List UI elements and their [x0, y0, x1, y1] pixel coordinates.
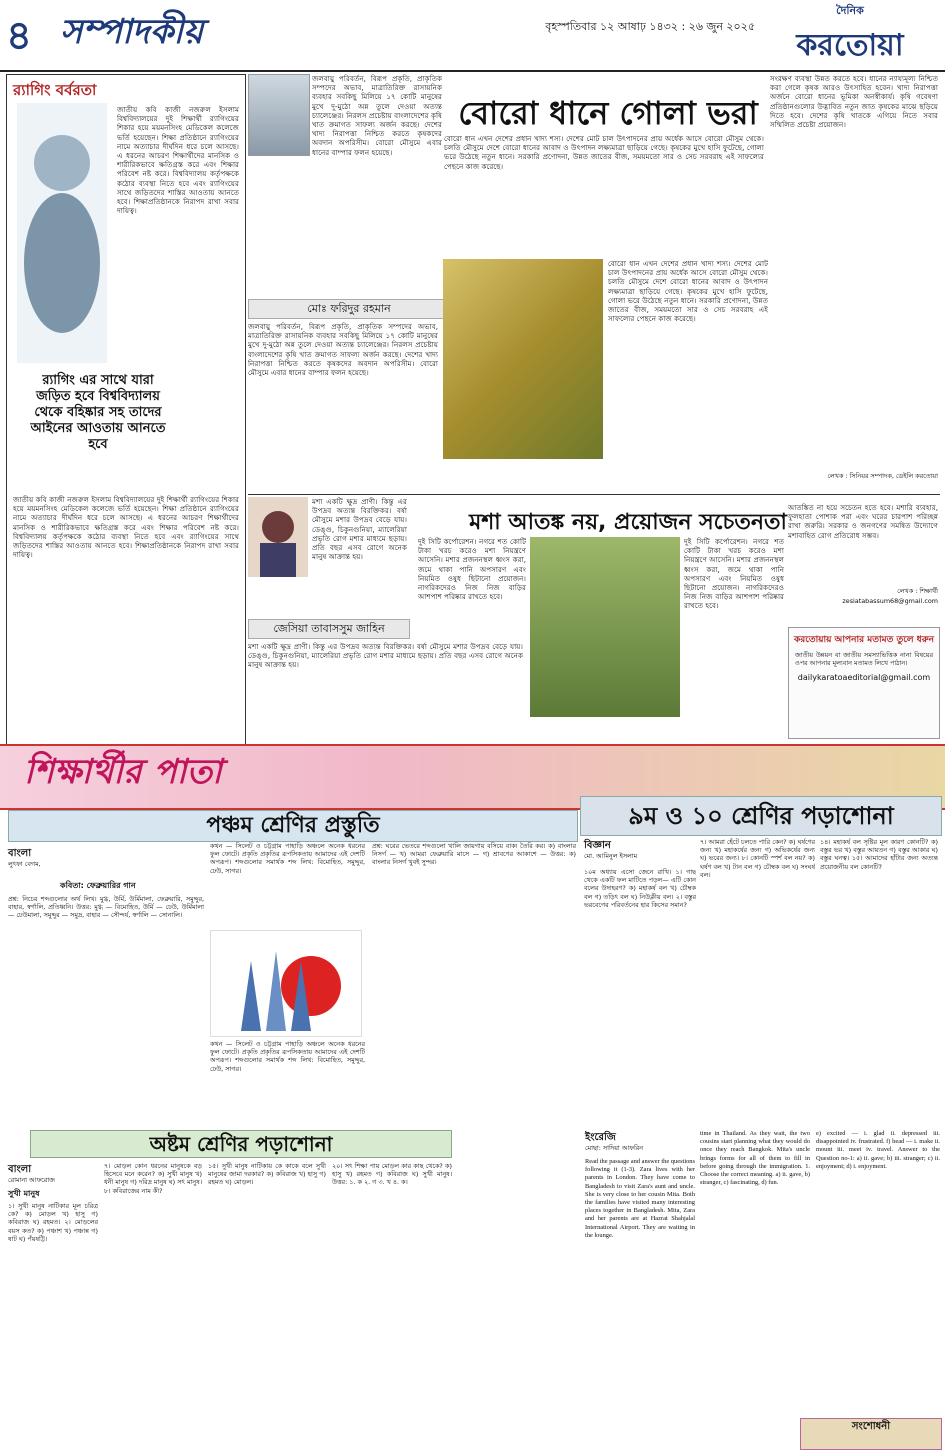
correction-title: সংশোধনী	[851, 1421, 891, 1432]
page-number: ৪	[6, 13, 32, 59]
english-col-1: Read the passage and answer the questions following it (1-3). Zara lives with her parents in London. They have come to Bangladesh to visit Zara's aunt and uncle. She is very close to her cousin Mita. Both the families have visited many interesting places together in Bangladesh. Mita, Zara and her parents are at Hazrat Shahjalal International Airport. They are waiting in the lounge.	[585, 1158, 695, 1239]
promo-email[interactable]: dailykaratoaeditorial@gmail.com	[797, 673, 931, 683]
class5-subject: বাংলা	[8, 848, 32, 859]
logo-text: করতোয়া	[796, 28, 904, 63]
class9-col-1: ১০ম অধ্যায় এসো জেনে রাখি। ১। গাছ থেকে একটি ফল মাটিতে পড়ল— এটি কোন বলের উদাহরণ? ক) মহাকর্ষ বল খ) চৌম্বক বল গ) তড়িৎ বল ঘ) নিউক্লীয় বল। ২। বস্তুর ভরবেগের পরিবর্তনের হার কিসের সমান?	[584, 868, 696, 909]
editorial-boro-rice	[248, 74, 940, 495]
mosquito-headline: মশা আতঙ্ক নয়, প্রয়োজন সচেতনতা	[469, 510, 787, 535]
class5-teacher: লুৎফা বেগম,	[8, 860, 41, 868]
author-photo-2	[248, 497, 308, 577]
class8-band	[30, 1130, 452, 1158]
logo-sub: দৈনিক	[836, 4, 864, 17]
rice-photo	[443, 259, 603, 459]
mosquito-col-2: দুই সিটি কর্পোরেশন। নগরে শত কোটি টাকা খরচ করেও মশা নিয়ন্ত্রণে আসেনি। মশার প্রজননস্থল ধ্বংস করা, জমে থাকা পানি অপসারণ এবং নিয়মিত ওষুধ ছিটানো প্রয়োজন। নাগরিকদেরও নিজ নিজ বাড়ির আশপাশ পরিষ্কার রাখতে হবে।	[418, 537, 526, 602]
mosquito-col-1: মশা একটি ক্ষুদ্র প্রাণী। কিন্তু এর উপদ্রব অত্যন্ত বিরক্তিকর। বর্ষা মৌসুমে মশার উপদ্রব বেড়ে যায়। ডেঙ্গু, চিকুনগুনিয়া, ম্যালেরিয়া প্রভৃতি রোগ মশার মাধ্যমে ছড়ায়। প্রতি বছর এসব রোগে অনেক মানুষ আক্রান্ত হয়।	[312, 497, 407, 562]
promo-title: করতোয়ায় আপনার মতামত তুলে ধরুন	[793, 635, 935, 645]
class8-col-1: ১। সুখী মানুষ নাটিকার মূল চরিত্র কে? ক) মোড়ল খ) হাসু গ) কবিরাজ ঘ) রহমত। ২। মোড়লের বয়স কত? ক) পঞ্চাশ খ) পঞ্চান্ন গ) ষাট ঘ) পঁয়ষট্টি।	[8, 1202, 98, 1243]
mosquito-col-3: আতঙ্কিত না হয়ে সচেতন হতে হবে। মশারি ব্যবহার, ফুলহাতা পোশাক পরা এবং ঘরের চারপাশ পরিচ্ছন্ন রাখা জরুরি। সরকার ও জনগণের সমন্বিত উদ্যোগে মশাবাহিত রোগ প্রতিরোধ সম্ভব।	[788, 503, 938, 540]
page-header	[0, 0, 945, 72]
editorial-col-2b: বোরো ধান এখন দেশের প্রধান খাদ্য শস্য। দেশের মোট চাল উৎপাদনের প্রায় অর্ধেক আসে বোরো মৌসুম থেকে। চলতি মৌসুমে দেশে বোরো ধানের আবাদ ও উৎপাদন লক্ষ্যমাত্রা ছাড়িয়ে গেছে। কৃষকের মুখে হাসি ফুটেছে, গোলা ভরে উঠেছে নতুন ধানে। সরকারি প্রণোদনা, উন্নত জাতের বীজ, সময়মতো সার ও সেচ সরবরাহ এই সাফল্যের পেছনে কাজ করেছে।	[608, 259, 768, 324]
editorial-footer: লেখক : সিনিয়র সম্পাদক, ডেইলি করতোয়া	[827, 472, 938, 480]
mosquito-photo	[530, 537, 680, 717]
english-col-2: time in Thailand. As they wait, the two cousins start planning what they would do once they reach Bangkok. Mita's uncle brings forms for all of them to fill in before going through the immigration. 1. Choose the correct meaning. a) ii. gave, b) stranger, c) fascinating, d) fun.	[700, 1130, 810, 1187]
editorial-col-1: জলবায়ু পরিবর্তন, বিরূপ প্রকৃতি, প্রাকৃতিক সম্পদের অভাব, মাত্রাতিরিক্ত রাসায়নিক ব্যবহার সবকিছু মিলিয়ে ১৭ কোটি মানুষের মুখে দু-মুঠো অন্ন তুলে দেওয়া অত্যন্ত চ্যালেঞ্জের। নিরলস প্রচেষ্টায় বাংলাদেশের কৃষি খাত ক্রমাগত সাফল্য অর্জন করছে। দেশের খাদ্য নিরাপত্তা নিশ্চিত করতে কৃষকদের অবদান অপরিসীম। বোরো মৌসুমে এবার ধানের বাম্পার ফলন হয়েছে।	[312, 74, 442, 157]
english-col-3: e) excited — i. glad ii. depressed iii. disappointed iv. frustrated. f) head — i. make ii. mount iii. meet iv. travel. Answer to the Question no-1: a) ii. gave; b) iii. stranger; c) ii. enjoyment; d) i. enjoyment.	[816, 1130, 940, 1170]
section-title: সম্পাদকীয়	[60, 12, 204, 52]
editorial-col-2: বোরো ধান এখন দেশের প্রধান খাদ্য শস্য। দেশের মোট চাল উৎপাদনের প্রায় অর্ধেক আসে বোরো মৌসুম থেকে। চলতি মৌসুমে দেশে বোরো ধানের আবাদ ও উৎপাদন লক্ষ্যমাত্রা ছাড়িয়ে গেছে। কৃষকের মুখে হাসি ফুটেছে, গোলা ভরে উঠেছে নতুন ধানে। সরকারি প্রণোদনা, উন্নত জাতের বীজ, সময়মতো সার ও সেচ সরবরাহ এই সাফল্যের পেছনে কাজ করেছে।	[444, 134, 764, 171]
class8-subject: বাংলা	[8, 1164, 32, 1175]
english-teacher: মোছা: সাদিয়া আফরিন	[585, 1144, 644, 1152]
class9-teacher: মো. আমিনুল ইসলাম	[584, 852, 638, 860]
mosquito-footer: লেখক : শিক্ষার্থী	[897, 587, 938, 595]
mosquito-col-2b: দুই সিটি কর্পোরেশন। নগরে শত কোটি টাকা খরচ করেও মশা নিয়ন্ত্রণে আসেনি। মশার প্রজননস্থল ধ্বংস করা, জমে থাকা পানি অপসারণ এবং নিয়মিত ওষুধ ছিটানো প্রয়োজন। নাগরিকদেরও নিজ নিজ বাড়ির আশপাশ পরিষ্কার রাখতে হবে।	[684, 537, 784, 611]
class8-teacher: রোমানা আফরোজ	[8, 1176, 55, 1184]
class5-col-3: প্রশ্ন: ঘরের ভেতরে শব্দগুলো খালি জায়গায় বসিয়ে বাক্য তৈরি কর। ক) বাংলার নিসর্গ — খ) আমরা ফেব্রুয়ারি মাসে — গ) শ্রাবণের আকাশে — উত্তর: ক) বাংলার নিসর্গ খুবই সুন্দর।	[372, 842, 576, 867]
class5-poem: কবিতা: ফেব্রুয়ারির গান	[60, 881, 136, 890]
editorial-col-1b: জলবায়ু পরিবর্তন, বিরূপ প্রকৃতি, প্রাকৃতিক সম্পদের অভাব, মাত্রাতিরিক্ত রাসায়নিক ব্যবহার সবকিছু মিলিয়ে ১৭ কোটি মানুষের মুখে দু-মুঠো অন্ন তুলে দেওয়া অত্যন্ত চ্যালেঞ্জের। নিরলস প্রচেষ্টায় বাংলাদেশের কৃষি খাত ক্রমাগত সাফল্য অর্জন করছে। দেশের খাদ্য নিরাপত্তা নিশ্চিত করতে কৃষকদের অবদান অপরিসীম। বোরো মৌসুমে এবার ধানের বাম্পার ফলন হয়েছে।	[248, 322, 438, 378]
ragging-title: র‍্যাগিং বর্বরতা	[13, 81, 97, 99]
ragging-quote: র‍্যাগিং এর সাথে যারা জড়িত হবে বিশ্ববিদ্যালয় থেকে বহিষ্কার সহ তাদের আইনের আওতায় আনতে হবে	[30, 373, 166, 452]
class8-poem: সুখী মানুষ	[8, 1189, 40, 1198]
class8-title: অষ্টম শ্রেণির পড়াশোনা	[149, 1132, 333, 1156]
class8-col-2: ৭। মোড়ল কোন ধরনের মানুষকে বড় হিসেবে মনে করেন? ক) সুখী মানুষ খ) ধনী মানুষ গ) দরিদ্র মানুষ ঘ) সৎ মানুষ। ৮। কবিরাজের নাম কী?	[104, 1162, 202, 1195]
class5-col-2b: কথন — সিলেট ও চট্টগ্রাম পাহাড়ি অঞ্চলে অনেক ধরনের ফুল ফোটে। প্রকৃতি প্রকৃতির রূপসিকতায় আমাদের এই দেশটি অপরূপ। শব্দগুলোর সমার্থক শব্দ লিখ: বিমোহিত, সমুদ্দুর, ঢেউ, সাগর।	[210, 1040, 365, 1073]
english-subject: ইংরেজি	[585, 1132, 616, 1143]
class5-col-2: কথন — সিলেট ও চট্টগ্রাম পাহাড়ি অঞ্চলে অনেক ধরনের ফুল ফোটে। প্রকৃতি প্রকৃতির রূপসিকতায় আমাদের এই দেশটি অপরূপ। শব্দগুলোর সমার্থক শব্দ লিখ: বিমোহিত, সমুদ্দুর, ঢেউ, সাগর।	[210, 842, 365, 875]
issue-date: বৃহস্পতিবার ১২ আষাঢ় ১৪৩২ : ২৬ জুন ২০২৫	[545, 20, 755, 33]
class9-subject: বিজ্ঞান	[584, 840, 611, 851]
class9-band	[580, 796, 942, 836]
mosquito-email[interactable]: zesiatabassum68@gmail.com	[842, 597, 938, 605]
class9-title: ৯ম ও ১০ শ্রেণির পড়াশোনা	[628, 802, 894, 830]
editorial-headline: বোরো ধানে গোলা ভরা	[458, 94, 758, 132]
banner-title: শিক্ষার্থীর পাতা	[24, 752, 222, 792]
ragging-body: জাতীয় কবি কাজী নজরুল ইসলাম বিশ্ববিদ্যালয়ের দুই শিক্ষার্থী র‍্যাগিংয়ের শিকার হয়ে ময়মনসিংহ মেডিকেল কলেজে ভর্তি হয়েছেন। শিক্ষা প্রতিষ্ঠানে র‍্যাগিংয়ের নামে অত্যাচার দীর্ঘদিন ধরে চলে আসছে। এ ধরনের আচরণ শিক্ষার্থীদের মানসিক ও শারীরিকভাবে ক্ষতিগ্রস্ত করে এবং শিক্ষার পরিবেশ নষ্ট করে। বিশ্ববিদ্যালয় কর্তৃপক্ষকে কঠোর ব্যবস্থা নিতে হবে এবং র‍্যাগিংয়ের সাথে জড়িতদের শাস্তির আওতায় আনতে হবে। শিক্ষাপ্রতিষ্ঠানকে নিরাপদ রাখা সবার দায়িত্ব।	[13, 495, 239, 560]
ragging-editorial	[6, 74, 246, 746]
newspaper-logo	[760, 6, 940, 72]
class9-col-3: ১৪। মহাকর্ষ বল সৃষ্টির মূল কারণ কোনটি? ক) বস্তুর ভর খ) বস্তুর আয়তন গ) বস্তুর আকার ঘ) বস্তুর ঘনত্ব। ১৫। আমাদের হাঁটার জন্য অত্যন্ত প্রয়োজনীয় বল কোনটি?	[820, 838, 938, 871]
author-name-2: জেসিয়া তাবাসসুম জাহিন	[248, 619, 410, 639]
class8-col-4: ২০। সৎ শিক্ষা পায় মোড়ল কার কাছ থেকে? ক) হাসু খ) রহমত গ) কবিরাজ ঘ) সুখী মানুষ। উত্তর: ১. ক ২. গ ৩. খ ৪. ক।	[332, 1162, 452, 1187]
class9-col-2: ৭। আমরা হেঁটে চলতে পারি কেন? ক) ঘর্ষণের জন্য খ) মহাকর্ষের জন্য গ) অভিকর্ষের জন্য ঘ) ভরের জন্য। ৮। কোনটি স্পর্শ বল নয়? ক) ঘর্ষণ বল খ) টান বল গ) চৌম্বক বল ঘ) সংঘর্ষ বল।	[700, 838, 815, 879]
editorial-mosquito	[248, 497, 940, 737]
class5-title: পঞ্চম শ্রেণির প্রস্তুতি	[206, 813, 380, 838]
opinion-promo-box	[788, 627, 940, 739]
class5-band	[8, 810, 578, 842]
author-photo	[248, 74, 310, 156]
mosquito-col-1b: মশা একটি ক্ষুদ্র প্রাণী। কিন্তু এর উপদ্রব অত্যন্ত বিরক্তিকর। বর্ষা মৌসুমে মশার উপদ্রব বেড়ে যায়। ডেঙ্গু, চিকুনগুনিয়া, ম্যালেরিয়া প্রভৃতি রোগ মশার মাধ্যমে ছড়ায়। প্রতি বছর এসব রোগে অনেক মানুষ আক্রান্ত হয়।	[248, 642, 523, 670]
ragging-illustration	[17, 103, 107, 363]
ragging-body-top: জাতীয় কবি কাজী নজরুল ইসলাম বিশ্ববিদ্যালয়ের দুই শিক্ষার্থী র‍্যাগিংয়ের শিকার হয়ে ময়মনসিংহ মেডিকেল কলেজে ভর্তি হয়েছেন। শিক্ষা প্রতিষ্ঠানে র‍্যাগিংয়ের নামে অত্যাচার দীর্ঘদিন ধরে চলে আসছে। এ ধরনের আচরণ শিক্ষার্থীদের মানসিক ও শারীরিকভাবে ক্ষতিগ্রস্ত করে এবং শিক্ষার পরিবেশ নষ্ট করে। বিশ্ববিদ্যালয় কর্তৃপক্ষকে কঠোর ব্যবস্থা নিতে হবে এবং র‍্যাগিংয়ের সাথে জড়িতদের শাস্তির আওতায় আনতে হবে। শিক্ষাপ্রতিষ্ঠানকে নিরাপদ রাখা সবার দায়িত্ব।	[117, 105, 239, 216]
correction-box	[800, 1418, 942, 1450]
class5-col-1: প্রশ্ন: নিচের শব্দগুলোর অর্থ লিখ। মুগ্ধ, উর্মি, উর্মিমালা, ফেব্রুয়ারি, সমুদ্দুর, বাহার, স্বর্ণালি, প্রতিধ্বনি। উত্তর: মুগ্ধ — বিমোহিত, উর্মি — ঢেউ, উর্মিমালা — ঢেউমালা, সমুদ্দুর — সমুদ্র, বাহার — সৌন্দর্য, স্বর্ণালি — সোনালি।	[8, 895, 204, 920]
promo-body: জাতীয় উন্নয়ন বা জাতীয় সমস্যাভিত্তিক নানা বিষয়ের ওপর আপনার মূল্যবান মতামত লিখে পাঠান।	[795, 651, 933, 668]
author-name: মোঃ ফরিদুর রহমান	[248, 299, 450, 319]
editorial-col-3: সংরক্ষণ ব্যবস্থা উন্নত করতে হবে। ধানের ন্যায্যমূল্য নিশ্চিত করা গেলে কৃষক আরও উৎসাহিত হবেন। খাদ্য নিরাপত্তা অর্জনে বোরো ধানের ভূমিকা অনস্বীকার্য। কৃষি গবেষণা প্রতিষ্ঠানগুলোর উদ্ভাবিত নতুন জাত কৃষকের মাঝে ছড়িয়ে দিতে হবে। দেশের কৃষি খাতকে এগিয়ে নিতে সবার সম্মিলিত প্রচেষ্টা প্রয়োজন।	[770, 74, 938, 130]
class8-col-3: ১৫। সুখী মানুষ নাটিকায় কে কাকে বলে সুখী মানুষের জামা দরকার? ক) কবিরাজ খ) হাসু গ) রহমত ঘ) মোড়ল।	[208, 1162, 326, 1187]
martyrs-monument-illustration	[210, 930, 362, 1037]
